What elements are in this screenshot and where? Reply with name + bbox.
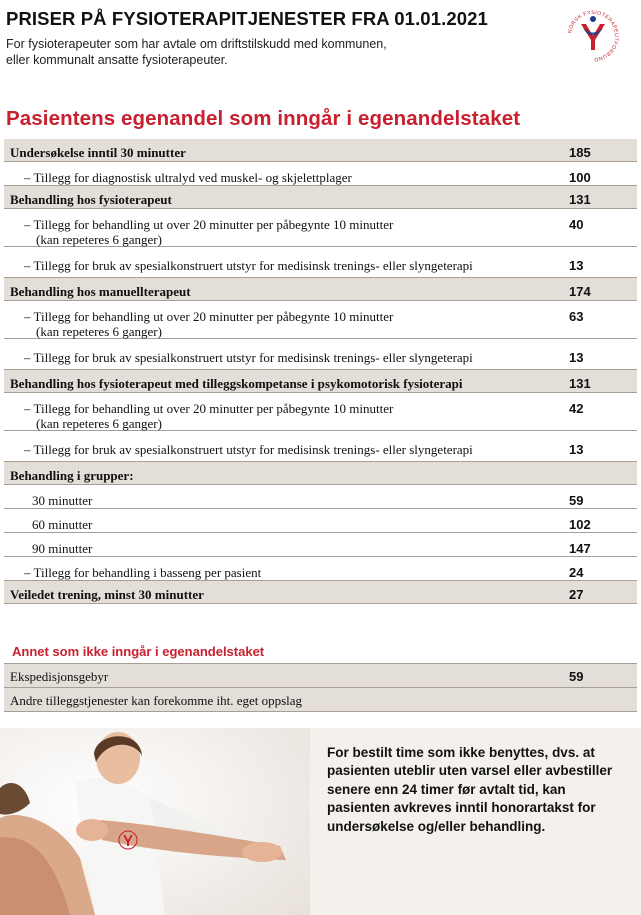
row-label-text: Behandling hos manuellterapeut [10, 284, 191, 299]
row-label-text: – Tillegg for behandling ut over 20 minutter per påbegynte 10 minutter [24, 309, 394, 324]
row-label-text: Behandling i grupper: [10, 468, 134, 483]
row-price: 102 [569, 517, 591, 532]
page-subtitle [6, 36, 566, 68]
row-label [4, 541, 92, 556]
row-label-note: (kan repeteres 6 ganger) [36, 232, 162, 247]
table-row [4, 431, 637, 462]
table-row [4, 509, 637, 533]
row-label [4, 350, 473, 365]
table-row [4, 485, 637, 509]
row-label-text: – Tillegg for diagnostisk ultralyd ved muskel- og skjelettplager [24, 170, 352, 185]
row-label-text: 30 minutter [32, 493, 93, 508]
row-label-text: – Tillegg for bruk av spesialkonstruert utstyr for medisinsk trenings- eller slyngeterapi [24, 442, 473, 457]
row-price: 27 [569, 587, 584, 602]
subtitle-line-1: For fysioterapeuter som har avtale om driftstilskudd med kommunen, [6, 37, 387, 51]
row-price: 131 [569, 192, 591, 207]
row-price: 174 [569, 284, 591, 299]
other-row-label: Andre tilleggstjenester kan forekomme iht. eget oppslag [10, 693, 303, 708]
row-label [4, 493, 92, 508]
row-price: 100 [569, 170, 591, 185]
row-label [4, 145, 186, 160]
row-label [4, 170, 352, 185]
row-label-note: (kan repeteres 6 ganger) [36, 416, 162, 431]
logo-text: NORSK FYSIOTERAPEUTFORBUND [567, 9, 620, 63]
physiotherapist-photo [0, 728, 310, 915]
row-label [4, 442, 473, 457]
table-row [4, 247, 637, 278]
document-header [6, 8, 566, 68]
row-label [4, 217, 393, 247]
other-row-price: 59 [569, 669, 584, 684]
row-label [4, 284, 191, 299]
row-label-text: – Tillegg for bruk av spesialkonstruert utstyr for medisinsk trenings- eller slyngeterapi [24, 350, 473, 365]
row-label-text: Veiledet trening, minst 30 minutter [10, 587, 204, 602]
row-label [4, 309, 393, 339]
other-row-label: Ekspedisjonsgebyr [10, 669, 109, 684]
row-label-text: – Tillegg for behandling i basseng per pasient [24, 565, 262, 580]
row-price: 42 [569, 401, 584, 416]
row-label-text: 60 minutter [32, 517, 93, 532]
table-row [4, 301, 637, 339]
table-row [4, 162, 637, 186]
row-price: 147 [569, 541, 591, 556]
row-label-text: Behandling hos fysioterapeut [10, 192, 172, 207]
row-price: 40 [569, 217, 584, 232]
table-row [4, 339, 637, 370]
row-label [4, 401, 393, 431]
table-row [4, 209, 637, 247]
other-row [4, 664, 637, 688]
other-section-title: Annet som ikke inngår i egenandelstaket [4, 640, 637, 664]
row-label-note: (kan repeteres 6 ganger) [36, 324, 162, 339]
table-row [4, 278, 637, 301]
row-label [4, 517, 92, 532]
row-label-text: Behandling hos fysioterapeut med tilleggskompetanse i psykomotorisk fysioterapi [10, 376, 463, 391]
other-row [4, 688, 637, 712]
table-row [4, 139, 637, 162]
table-row [4, 370, 637, 393]
table-row [4, 581, 637, 604]
row-price: 131 [569, 376, 591, 391]
row-label [4, 587, 204, 602]
table-row [4, 557, 637, 581]
row-label-text: 90 minutter [32, 541, 93, 556]
row-price: 59 [569, 493, 584, 508]
row-label-text: – Tillegg for bruk av spesialkonstruert utstyr for medisinsk trenings- eller slyngeterapi [24, 258, 473, 273]
row-price: 24 [569, 565, 584, 580]
row-label-text: Undersøkelse inntil 30 minutter [10, 145, 186, 160]
row-label-text: – Tillegg for behandling ut over 20 minutter per påbegynte 10 minutter [24, 401, 394, 416]
row-label-text: – Tillegg for behandling ut over 20 minutter per påbegynte 10 minutter [24, 217, 394, 232]
table-row [4, 393, 637, 431]
row-price: 13 [569, 350, 584, 365]
row-label [4, 468, 134, 483]
table-row [4, 462, 637, 485]
price-table [4, 139, 637, 604]
other-table [4, 664, 637, 712]
row-label [4, 565, 261, 580]
table-row [4, 533, 637, 557]
row-price: 185 [569, 145, 591, 160]
row-price: 13 [569, 258, 584, 273]
row-price: 63 [569, 309, 584, 324]
section-title: Pasientens egenandel som inngår i egenandelstaket [6, 107, 521, 130]
subtitle-line-2: eller kommunalt ansatte fysioterapeuter. [6, 53, 228, 67]
row-label [4, 376, 463, 391]
cancellation-note: For bestilt time som ikke benyttes, dvs. at pasienten uteblir uten varsel eller avbestiller senere enn 24 timer før avtalt tid, kan pasienten avkreves inntil honorartakst for undersøkelse og/eller behandling. [327, 745, 613, 834]
row-label [4, 192, 172, 207]
fysioterapeutforbund-logo [561, 4, 625, 68]
page-title: PRISER PÅ FYSIOTERAPITJENESTER FRA 01.01.2021 [6, 8, 488, 29]
row-price: 13 [569, 442, 584, 457]
row-label [4, 258, 473, 273]
table-row [4, 186, 637, 209]
